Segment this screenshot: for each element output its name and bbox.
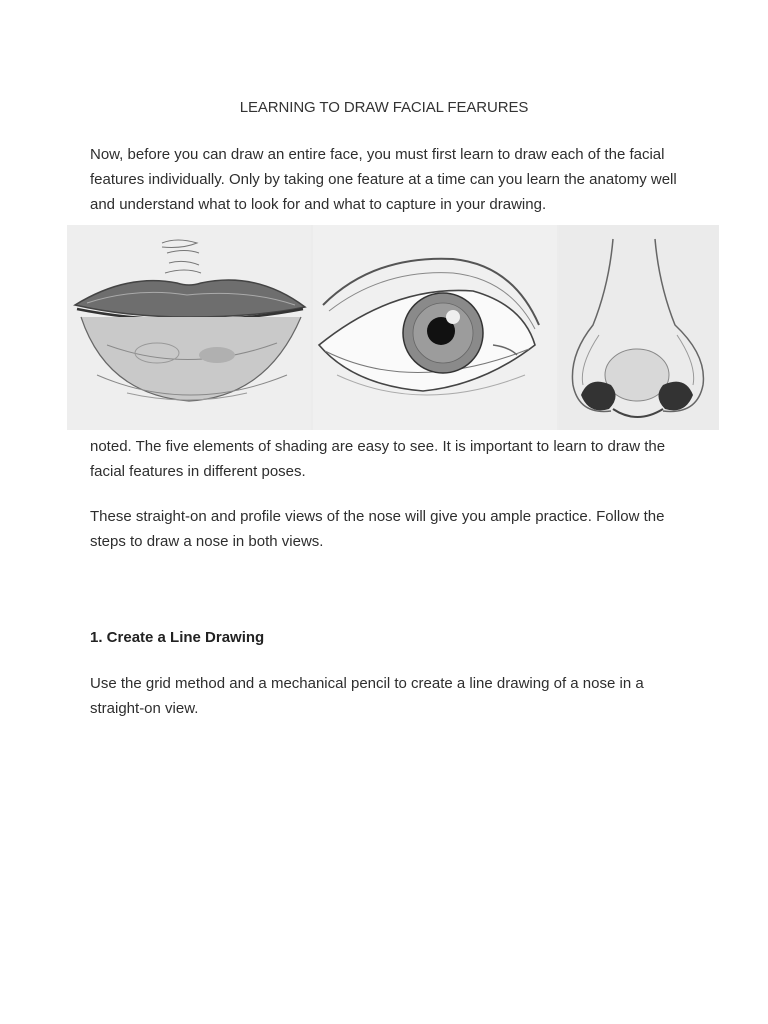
shading-paragraph: noted. The five elements of shading are easy to see. It is important to learn to draw the facial features in different poses.: [90, 438, 666, 480]
eye-sketch: [313, 225, 557, 430]
step-paragraph: Use the grid method and a mechanical pencil to create a line drawing of a nose in a straight-on view.: [90, 675, 644, 717]
page-title: LEARNING TO DRAW FACIAL FEARURES: [239, 99, 529, 116]
intro-paragraph: Now, before you can draw an entire face, you must first learn to draw each of the facial features individually. Only by taking one feature at a time can you learn the anatomy well and understand what to look for and what to capture in your drawing.: [90, 146, 677, 213]
nose-views-paragraph: These straight-on and profile views of the nose will give you ample practice. Follow the steps to draw a nose in both views.: [90, 508, 665, 550]
nose-sketch: [559, 225, 719, 430]
step-heading: 1. Create a Line Drawing: [90, 629, 265, 646]
lips-sketch: [67, 225, 311, 430]
facial-features-illustration: [67, 225, 719, 430]
